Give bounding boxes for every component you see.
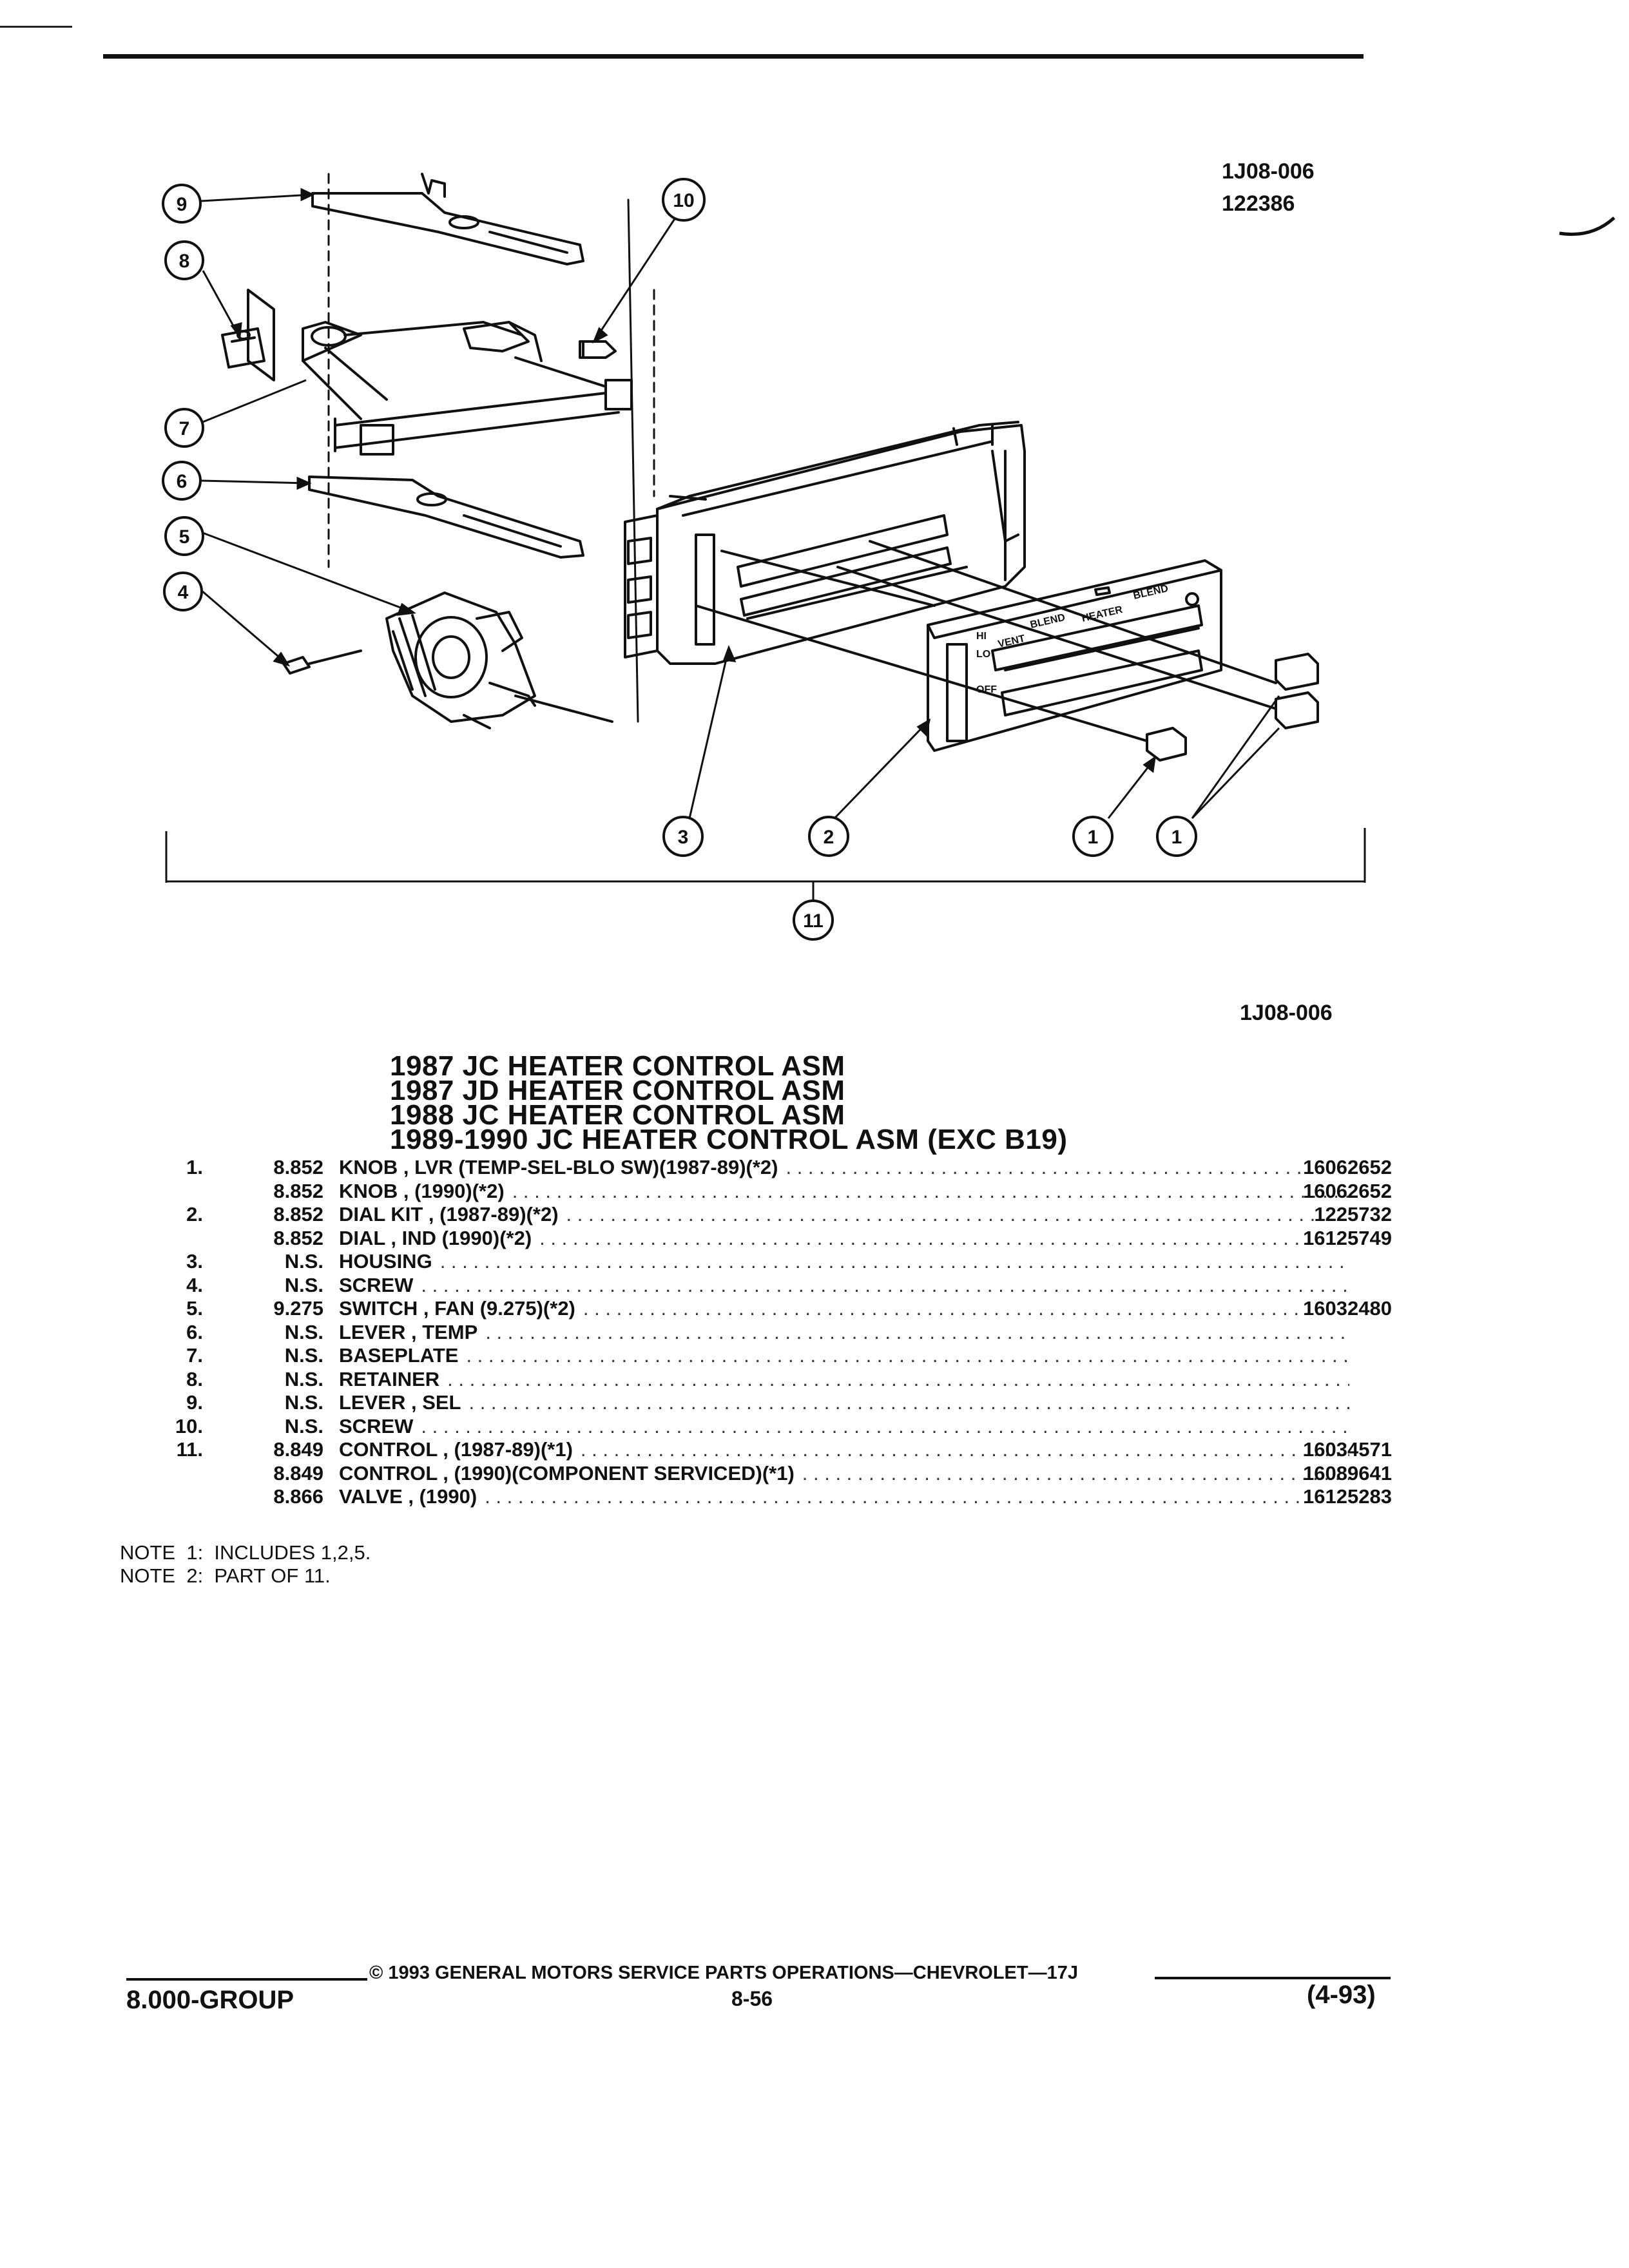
dot-leader (485, 1485, 1349, 1509)
panel-label-off: OFF (976, 684, 997, 695)
callout-1a: 1 (1087, 827, 1099, 848)
callout-4: 4 (177, 582, 189, 603)
callout-2: 2 (823, 827, 834, 848)
parts-row (116, 1462, 1392, 1486)
part-number: 16032480 (1303, 1297, 1392, 1320)
group-number: 8.866 (273, 1485, 323, 1508)
note-1: NOTE 1: INCLUDES 1,2,5. (120, 1541, 371, 1564)
item-number: 10. (175, 1414, 203, 1437)
panel-label-lo: LO (976, 649, 991, 660)
callout-9: 9 (176, 194, 188, 215)
copyright-line: © 1993 GENERAL MOTORS SERVICE PARTS OPERATIONS—CHEVROLET—17J (369, 1963, 1078, 1983)
title-line-1: 1987 JC HEATER CONTROL ASM (390, 1050, 845, 1082)
parts-row (116, 1415, 1392, 1439)
panel-label-vent: VENT (997, 633, 1027, 650)
part-description: CONTROL , (1990)(COMPONENT SERVICED)(*1) (339, 1461, 795, 1485)
group-number: N.S. (284, 1273, 323, 1296)
part-description: LEVER , TEMP (339, 1320, 478, 1343)
part-description: RETAINER (339, 1367, 440, 1390)
panel-label-hi: HI (976, 631, 987, 642)
group-number: N.S. (284, 1320, 323, 1343)
item-number: 11. (176, 1438, 203, 1461)
part-description: SCREW (339, 1273, 414, 1296)
part-number: 16125283 (1303, 1485, 1392, 1508)
group-number: 8.852 (273, 1203, 323, 1225)
part-description: LEVER , SEL (339, 1391, 461, 1414)
part-description: KNOB , LVR (TEMP-SEL-BLO SW)(1987-89)(*2) (339, 1156, 778, 1178)
callout-11: 11 (803, 910, 824, 932)
dot-leader (421, 1274, 1349, 1298)
parts-row (116, 1368, 1392, 1392)
item-number: 9. (186, 1391, 203, 1414)
parts-list (116, 1156, 1392, 1509)
title-line-3: 1988 JC HEATER CONTROL ASM (390, 1099, 845, 1131)
parts-row (116, 1227, 1392, 1251)
part-description: BASEPLATE (339, 1344, 459, 1367)
part-number: 16125749 (1303, 1226, 1392, 1249)
dot-leader (421, 1415, 1349, 1439)
diagram-ref-number: 122386 (1222, 191, 1295, 216)
part-description: KNOB , (1990)(*2) (339, 1179, 505, 1202)
parts-row (116, 1438, 1392, 1462)
page-number: 8-56 (731, 1987, 773, 2010)
part-number: 16062652 (1303, 1179, 1392, 1202)
group-number: 8.852 (273, 1179, 323, 1202)
parts-row (116, 1156, 1392, 1180)
group-number: 8.849 (273, 1438, 323, 1461)
parts-row (116, 1203, 1392, 1227)
group-number: 8.852 (273, 1226, 323, 1249)
part-description: VALVE , (1990) (339, 1485, 477, 1508)
part-description: SCREW (339, 1414, 414, 1437)
dot-leader (539, 1227, 1349, 1251)
group-number: 8.852 (273, 1156, 323, 1178)
item-number: 6. (186, 1320, 203, 1343)
item-number: 8. (186, 1367, 203, 1390)
dot-leader (447, 1368, 1349, 1392)
part-description: HOUSING (339, 1250, 432, 1273)
group-number: N.S. (284, 1250, 323, 1273)
parts-row (116, 1250, 1392, 1274)
parts-row (116, 1391, 1392, 1415)
group-number: N.S. (284, 1391, 323, 1414)
part-description: DIAL , IND (1990)(*2) (339, 1226, 532, 1249)
callout-6: 6 (176, 471, 188, 492)
part-number: 16089641 (1303, 1461, 1392, 1485)
caption-code: 1J08-006 (1240, 1001, 1333, 1025)
parts-row (116, 1344, 1392, 1368)
parts-row (116, 1180, 1392, 1204)
item-number: 4. (186, 1273, 203, 1296)
note-2: NOTE 2: PART OF 11. (120, 1564, 331, 1587)
item-number: 1. (186, 1156, 203, 1178)
title-line-4: 1989-1990 JC HEATER CONTROL ASM (EXC B19) (390, 1124, 1068, 1155)
group-number: 9.275 (273, 1297, 323, 1320)
parts-row (116, 1274, 1392, 1298)
part-description: DIAL KIT , (1987-89)(*2) (339, 1203, 559, 1225)
panel-label-heater: HEATER (1081, 604, 1124, 624)
footer-rule-right (1155, 1977, 1391, 1979)
exploded-parts-diagram (0, 0, 1629, 992)
part-description: CONTROL , (1987-89)(*1) (339, 1438, 573, 1461)
callout-7: 7 (178, 418, 190, 439)
dot-leader (440, 1250, 1349, 1274)
part-number: 1225732 (1314, 1203, 1392, 1225)
title-line-2: 1987 JD HEATER CONTROL ASM (390, 1075, 845, 1106)
item-number: 5. (186, 1297, 203, 1320)
callout-3: 3 (677, 827, 689, 848)
footer-rule-left (126, 1978, 367, 1981)
notes (120, 1541, 371, 1588)
item-number: 7. (186, 1344, 203, 1367)
parts-row (116, 1485, 1392, 1509)
item-number: 3. (186, 1250, 203, 1273)
group-number: N.S. (284, 1367, 323, 1390)
part-description: SWITCH , FAN (9.275)(*2) (339, 1297, 575, 1320)
dot-leader (466, 1344, 1349, 1368)
callout-10: 10 (673, 190, 695, 211)
parts-row (116, 1297, 1392, 1321)
group-number: N.S. (284, 1344, 323, 1367)
part-number: 16034571 (1303, 1438, 1392, 1461)
callout-8: 8 (178, 251, 190, 272)
item-number: 2. (186, 1203, 203, 1225)
diagram-ref-code: 1J08-006 (1222, 159, 1315, 184)
group-number: 8.849 (273, 1461, 323, 1485)
parts-row (116, 1321, 1392, 1345)
panel-label-blend-left: BLEND (1029, 611, 1066, 631)
callout-5: 5 (178, 526, 190, 548)
revision-date: (4-93) (1307, 1981, 1376, 2009)
dot-leader (468, 1391, 1349, 1415)
part-number: 16062652 (1303, 1156, 1392, 1178)
panel-label-blend-right: BLEND (1132, 582, 1170, 602)
group-label: 8.000-GROUP (126, 1986, 294, 2014)
callout-1b: 1 (1171, 827, 1182, 848)
assembly-titles (390, 1050, 1068, 1155)
group-number: N.S. (284, 1414, 323, 1437)
dot-leader (485, 1321, 1349, 1345)
dot-leader (512, 1180, 1349, 1204)
